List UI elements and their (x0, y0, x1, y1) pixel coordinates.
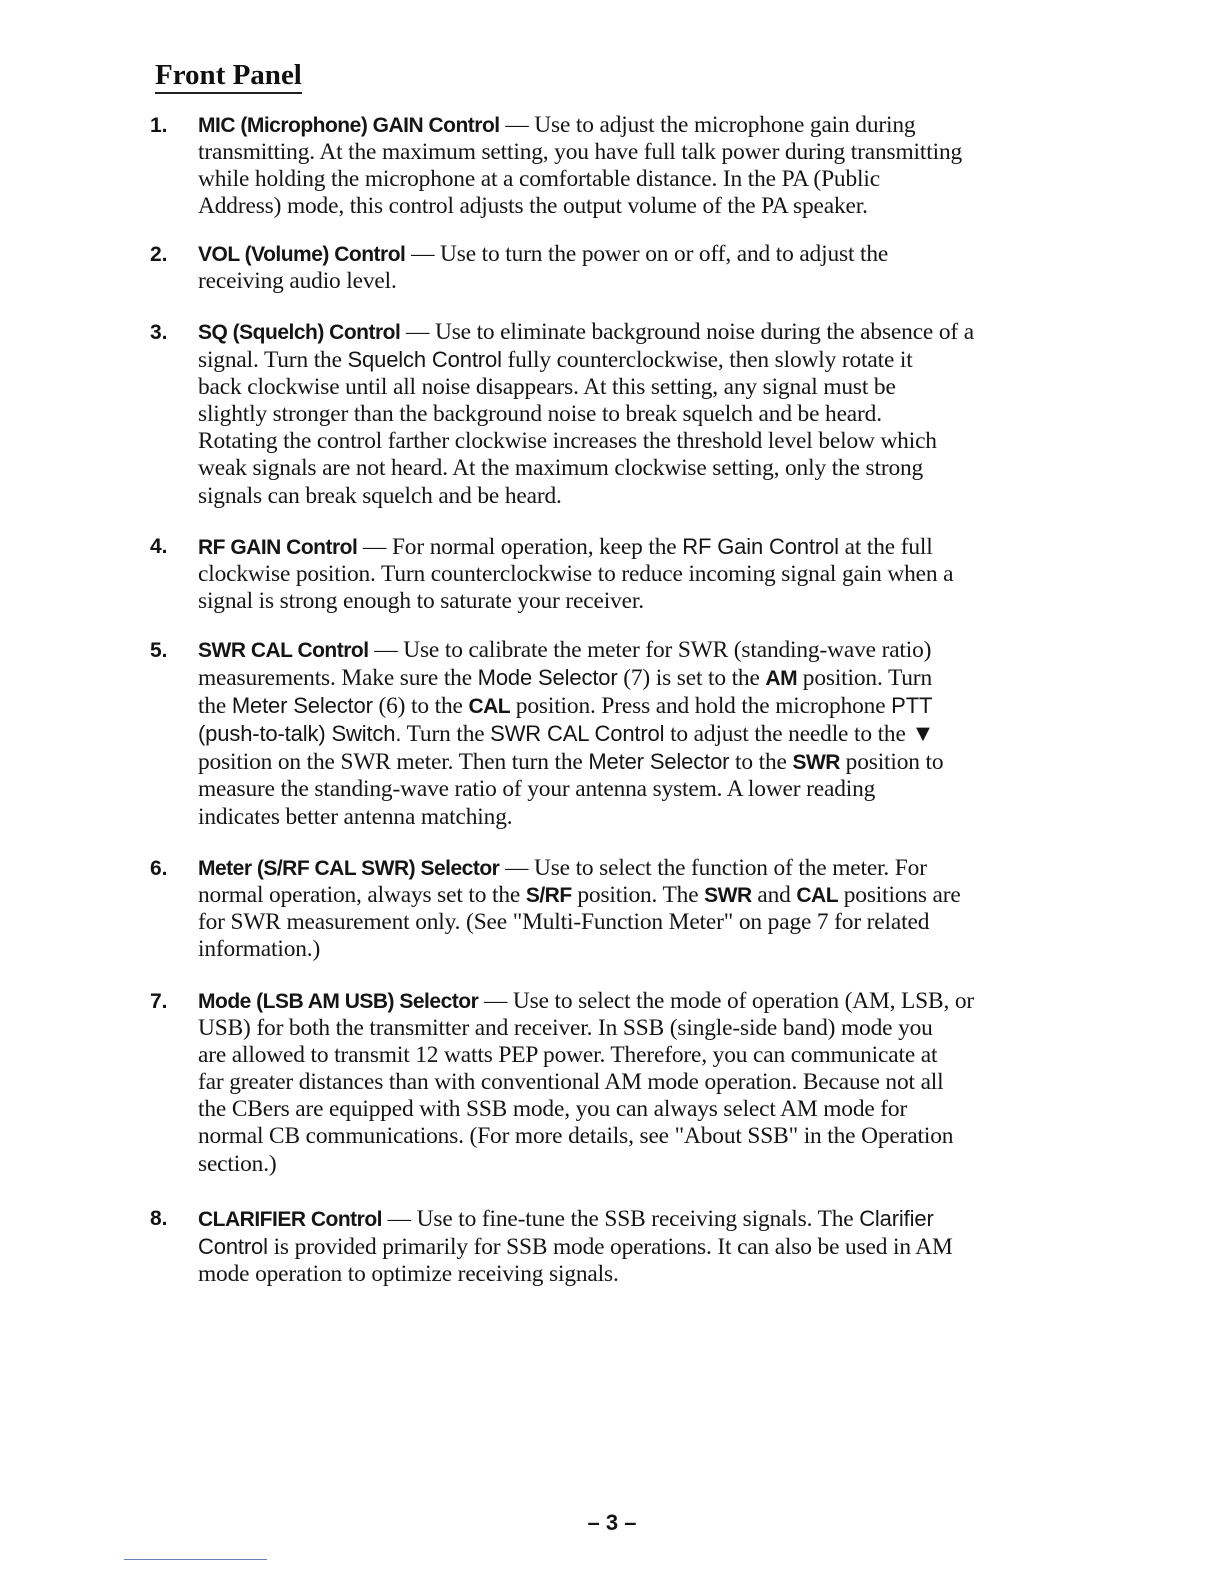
text-run: positions are (838, 882, 961, 909)
item-description (198, 533, 1048, 615)
item-number: 2. (150, 243, 168, 266)
text-run: weak signals are not heard. At the maximum clockwise setting, only the strong (198, 455, 924, 482)
control-name: Clarifier (859, 1206, 934, 1231)
text-run: — Use to select the function of the meter. For (499, 855, 927, 881)
text-line (198, 720, 1048, 748)
text-run: indicates better antenna matching. (198, 803, 513, 830)
item-description (198, 988, 1048, 1178)
text-line (198, 1042, 1048, 1069)
text-line (198, 139, 1048, 166)
text-line (198, 428, 1048, 455)
text-run: position to (839, 749, 944, 776)
text-run: measurements. Make sure the (198, 665, 478, 692)
text-line (198, 483, 1048, 510)
text-line (198, 664, 1048, 692)
text-line (198, 455, 1048, 482)
text-run: back clockwise until all noise disappears. At this setting, any signal must be (198, 374, 896, 401)
text-run: position. Turn (797, 665, 932, 692)
text-line (198, 268, 1048, 295)
bold-term: SWR (792, 751, 840, 775)
text-line (198, 533, 1048, 561)
text-line (198, 319, 1048, 346)
bold-term: AM (765, 667, 798, 691)
bold-term: SWR (704, 884, 752, 908)
text-line (198, 936, 1048, 963)
item-number: 5. (150, 639, 168, 662)
text-run: information.) (198, 936, 321, 963)
bold-term: S/RF (525, 884, 572, 908)
text-run: at the full (838, 534, 933, 560)
control-name: Control (198, 1234, 268, 1260)
text-line (198, 1069, 1048, 1096)
text-run: — Use to select the mode of operation (AM, LSB, or (478, 988, 975, 1014)
text-run: — Use to turn the power on or off, and to adjust the (405, 241, 889, 267)
item-number: 6. (150, 857, 168, 880)
text-line (198, 804, 1048, 831)
text-line (198, 1261, 1048, 1288)
control-name: Squelch Control (347, 347, 502, 373)
bold-term: VOL (Volume) Control (198, 243, 406, 266)
bold-term: SQ (Squelch) Control (198, 321, 401, 344)
text-run: — Use to eliminate background noise during the absence of a (400, 319, 974, 345)
control-name: PTT (891, 693, 933, 719)
text-line (198, 374, 1048, 401)
item-description (198, 112, 1048, 220)
bold-term: CAL (796, 884, 839, 908)
bold-term: CAL (468, 695, 511, 719)
text-line (198, 193, 1048, 220)
text-run: signal is strong enough to saturate your receiver. (198, 588, 644, 615)
text-run: section.) (198, 1150, 277, 1177)
text-run: normal operation, always set to the (198, 882, 526, 909)
text-line (198, 855, 1048, 882)
text-run: position on the SWR meter. Then turn the (198, 749, 589, 776)
item-description (198, 319, 1048, 510)
text-run: signal. Turn the (198, 347, 348, 374)
text-run: far greater distances than with conventional AM mode operation. Because not all (198, 1069, 944, 1096)
text-run: measure the standing-wave ratio of your antenna system. A lower reading (198, 776, 876, 803)
text-line (198, 1096, 1048, 1123)
text-run: Rotating the control farther clockwise increases the threshold level below which (198, 428, 937, 455)
text-run: — Use to adjust the microphone gain during (499, 112, 916, 138)
text-run: for SWR measurement only. (See "Multi-Function Meter" on page 7 for related (198, 909, 930, 936)
text-line (198, 1123, 1048, 1150)
bold-term: Meter (S/RF CAL SWR) Selector (198, 857, 500, 880)
text-run: position. Press and hold the microphone (510, 693, 892, 720)
text-line (198, 1015, 1048, 1042)
text-line (198, 1205, 1048, 1233)
text-run: clockwise position. Turn counterclockwise to reduce incoming signal gain when a (198, 561, 954, 588)
control-name: Meter Selector (231, 693, 373, 719)
page-title: Front Panel (155, 58, 302, 94)
text-line (198, 988, 1048, 1015)
text-run: are allowed to transmit 12 watts PEP power. Therefore, you can communicate at (198, 1042, 938, 1069)
item-number: 8. (150, 1207, 168, 1230)
text-run: to adjust the needle to the ▼ (664, 721, 935, 748)
text-line (198, 241, 1048, 268)
text-line (198, 909, 1048, 936)
text-line (198, 1151, 1048, 1178)
item-description (198, 241, 1048, 295)
text-run: mode operation to optimize receiving signals. (198, 1261, 619, 1288)
text-run: (6) to the (372, 693, 469, 720)
page-number: – 3 – (587, 1510, 637, 1535)
bold-term: SWR CAL Control (198, 639, 369, 662)
item-description (198, 855, 1048, 963)
text-run: USB) for both the transmitter and receiver. In SSB (single-side band) mode you (198, 1015, 933, 1042)
text-run: is provided primarily for SSB mode operations. It can also be used in AM (267, 1234, 953, 1261)
text-line (198, 882, 1048, 909)
control-name: (push-to-talk) Switch. (198, 721, 402, 747)
text-run: the CBers are equipped with SSB mode, you can always select AM mode for (198, 1096, 908, 1123)
bold-term: RF GAIN Control (198, 536, 358, 559)
text-run: — For normal operation, keep the (357, 534, 683, 560)
text-line (198, 561, 1048, 588)
item-number: 4. (150, 535, 168, 558)
text-run: — Use to calibrate the meter for SWR (standing-wave ratio) (368, 637, 932, 663)
text-run: fully counterclockwise, then slowly rotate it (501, 347, 913, 374)
text-line (198, 401, 1048, 428)
item-description (198, 1205, 1048, 1288)
text-run: position. The (571, 882, 705, 909)
text-line (198, 692, 1048, 720)
bold-term: Mode (LSB AM USB) Selector (198, 990, 479, 1013)
control-name: SWR CAL Control (490, 721, 665, 747)
text-run: receiving audio level. (198, 268, 397, 295)
item-number: 1. (150, 114, 168, 137)
text-line (198, 637, 1048, 664)
text-run: signals can break squelch and be heard. (198, 482, 562, 509)
text-run: while holding the microphone at a comfortable distance. In the PA (Public (198, 166, 880, 193)
control-name: Mode Selector (477, 665, 618, 691)
bold-term: MIC (Microphone) GAIN Control (198, 114, 500, 137)
text-line (198, 776, 1048, 803)
text-run: and (751, 882, 797, 909)
text-run: slightly stronger than the background noise to break squelch and be heard. (198, 401, 882, 428)
text-run: the (198, 693, 232, 720)
text-run: — Use to fine-tune the SSB receiving signals. The (381, 1206, 860, 1232)
text-line (198, 112, 1048, 139)
control-name: RF Gain Control (682, 534, 839, 559)
text-run: normal CB communications. (For more details, see "About SSB" in the Operation (198, 1123, 954, 1150)
item-number: 7. (150, 990, 168, 1013)
text-line (198, 346, 1048, 374)
text-run: to the (729, 749, 793, 776)
text-run: transmitting. At the maximum setting, you have full talk power during transmitting (198, 139, 963, 166)
text-run: Turn the (401, 721, 491, 748)
item-description (198, 637, 1048, 831)
text-line (198, 748, 1048, 776)
item-number: 3. (150, 321, 168, 344)
text-line (198, 166, 1048, 193)
text-line (198, 1233, 1048, 1261)
footer-rule (124, 1559, 267, 1560)
bold-term: CLARIFIER Control (198, 1208, 382, 1231)
text-run: (7) is set to the (617, 665, 766, 692)
text-run: Address) mode, this control adjusts the output volume of the PA speaker. (198, 193, 868, 220)
control-name: Meter Selector (588, 749, 730, 775)
text-line (198, 588, 1048, 615)
